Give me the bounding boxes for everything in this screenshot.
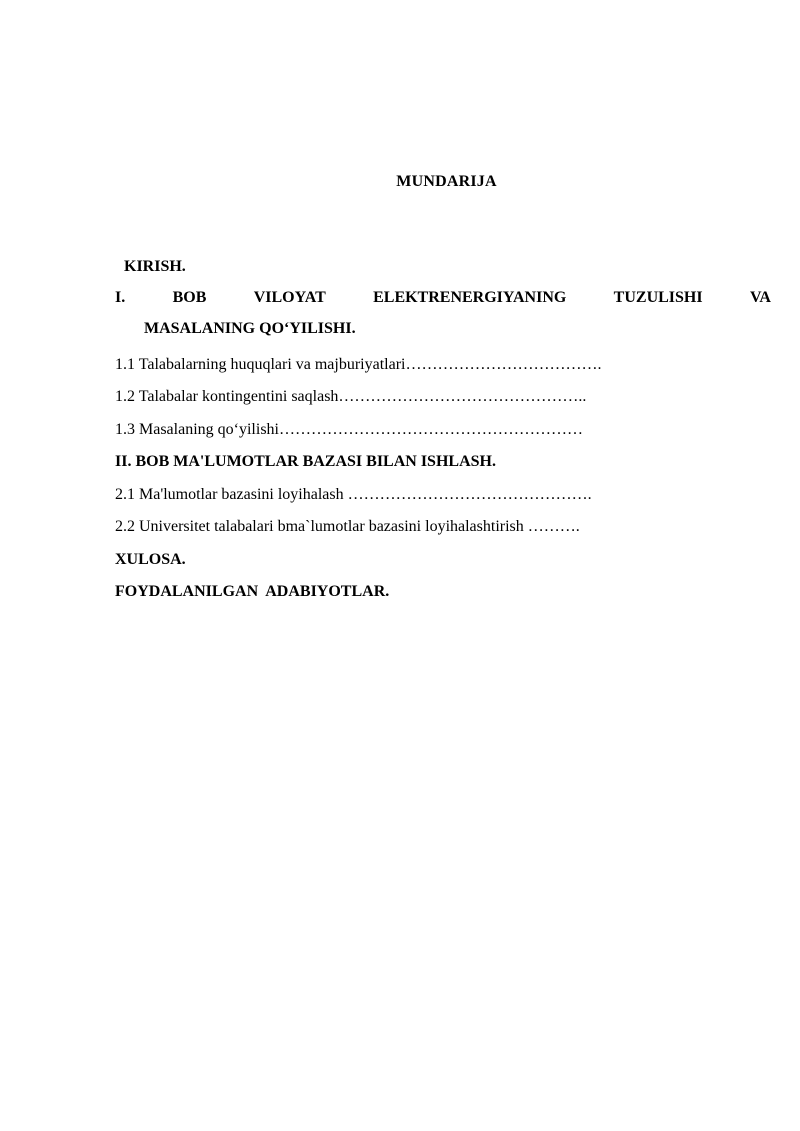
toc-chapter-1-line-1 [115, 289, 771, 307]
chapter-1-word: VA [749, 289, 771, 306]
toc-chapter-2: II. BOB MA'LUMOTLAR BAZASI BILAN ISHLASH. [115, 453, 496, 470]
toc-conclusion: XULOSA. [115, 551, 186, 568]
toc-references: FOYDALANILGAN ADABIYOTLAR. [115, 583, 390, 600]
page-title: MUNDARIJA [396, 173, 497, 190]
chapter-1-word: I. [115, 289, 126, 306]
toc-chapter-1-line-2: MASALANING QO‘YILISHI. [144, 320, 356, 337]
toc-section-1-1: 1.1 Talabalarning huquqlari va majburiyatlari………………………………. [115, 356, 602, 373]
toc-chapter-1 [115, 289, 771, 338]
toc-section-1-2: 1.2 Talabalar kontingentini saqlash……………………………………….. [115, 388, 587, 405]
chapter-1-word: TUZULISHI [613, 289, 703, 306]
toc-section-2-2: 2.2 Universitet talabalari bma`lumotlar bazasini loyihalashtirish ………. [115, 518, 580, 535]
chapter-1-word: ELEKTRENERGIYANING [373, 289, 567, 306]
toc-section-2-1: 2.1 Ma'lumotlar bazasini loyihalash ………………………………………. [115, 486, 592, 503]
chapter-1-word: BOB [172, 289, 207, 306]
chapter-1-word: VILOYAT [253, 289, 326, 306]
toc-section-1-3: 1.3 Masalaning qo‘yilishi………………………………………………… [115, 421, 583, 438]
toc-intro: KIRISH. [124, 258, 186, 275]
